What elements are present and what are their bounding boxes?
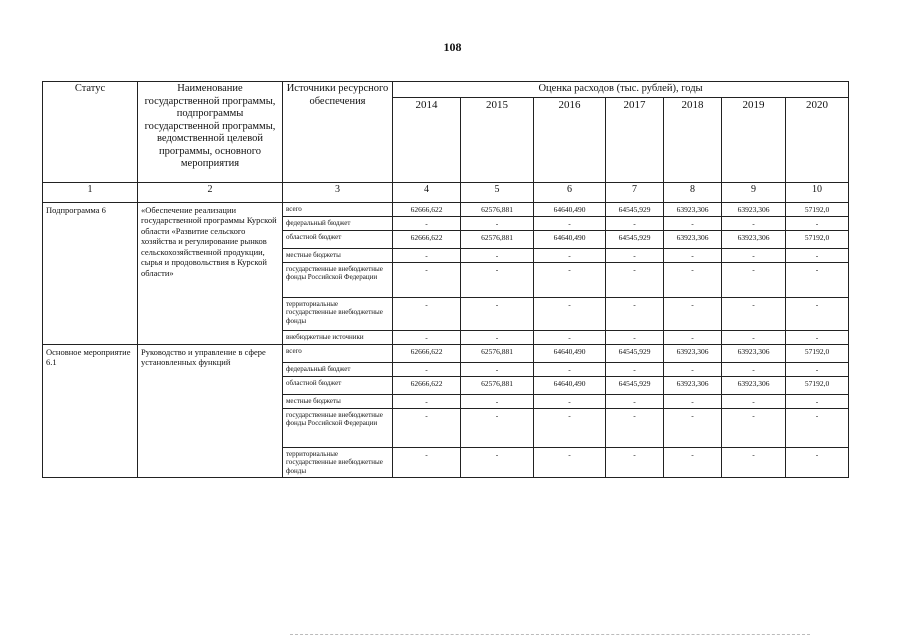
source-cell: всего [283,202,393,216]
value-cell: - [461,394,534,408]
value-cell: - [534,408,606,447]
header-year: 2015 [461,97,534,182]
source-cell: местные бюджеты [283,394,393,408]
value-cell: 63923,306 [664,376,722,394]
source-cell: территориальные государственные внебюджетные фонды [283,297,393,330]
value-cell: - [606,394,664,408]
value-cell: - [534,447,606,477]
value-cell: - [534,330,606,344]
value-cell: - [664,216,722,230]
value-cell: 64640,490 [534,344,606,362]
value-cell: - [534,262,606,297]
value-cell: 57192,0 [786,376,849,394]
value-cell: - [722,330,786,344]
value-cell: 64545,929 [606,376,664,394]
value-cell: 63923,306 [722,344,786,362]
value-cell: - [786,262,849,297]
value-cell: - [534,297,606,330]
value-cell: 64545,929 [606,344,664,362]
value-cell: - [786,330,849,344]
value-cell: 64640,490 [534,376,606,394]
value-cell: - [786,394,849,408]
value-cell: - [722,408,786,447]
value-cell: - [722,216,786,230]
value-cell: - [664,248,722,262]
table-row [43,202,849,216]
value-cell: 64640,490 [534,202,606,216]
value-cell: 62666,622 [393,344,461,362]
column-number: 3 [283,182,393,202]
column-number: 7 [606,182,664,202]
header-status: Статус [43,82,138,183]
header-year: 2020 [786,97,849,182]
column-number: 2 [138,182,283,202]
header-year: 2017 [606,97,664,182]
value-cell: - [606,408,664,447]
value-cell: - [722,394,786,408]
value-cell: - [461,447,534,477]
page-number: 108 [443,40,462,54]
value-cell: - [722,362,786,376]
value-cell: - [786,408,849,447]
source-cell: федеральный бюджет [283,362,393,376]
column-number: 5 [461,182,534,202]
value-cell: - [393,216,461,230]
value-cell: 62666,622 [393,202,461,216]
value-cell: - [606,297,664,330]
header-year: 2018 [664,97,722,182]
value-cell: - [393,248,461,262]
value-cell: 63923,306 [664,344,722,362]
value-cell: - [393,447,461,477]
program-name-cell: «Обеспечение реализации государственной программы Курской области «Развитие сельского хозяйства и регулирование рынков сельскохозяйственной продукции, сырья и продовольствия в Курской области» [138,202,283,344]
status-cell: Основное мероприятие 6.1 [43,344,138,477]
budget-table [42,81,849,478]
source-cell: всего [283,344,393,362]
value-cell: - [393,297,461,330]
value-cell: 63923,306 [664,202,722,216]
value-cell: 62576,881 [461,376,534,394]
header-sources: Источники ресурсного обеспечения [283,82,393,183]
value-cell: - [606,362,664,376]
column-number: 1 [43,182,138,202]
value-cell: 57192,0 [786,230,849,248]
value-cell: - [393,362,461,376]
column-number: 9 [722,182,786,202]
value-cell: - [393,262,461,297]
column-number: 8 [664,182,722,202]
header-year: 2019 [722,97,786,182]
value-cell: - [606,216,664,230]
value-cell: - [786,362,849,376]
column-number: 10 [786,182,849,202]
value-cell: - [393,330,461,344]
source-cell: областной бюджет [283,376,393,394]
value-cell: - [786,297,849,330]
value-cell: - [664,330,722,344]
source-cell: государственные внебюджетные фонды Российской Федерации [283,408,393,447]
value-cell: - [786,248,849,262]
value-cell: - [393,394,461,408]
value-cell: 62576,881 [461,202,534,216]
value-cell: - [534,248,606,262]
value-cell: - [606,330,664,344]
value-cell: 57192,0 [786,344,849,362]
value-cell: - [722,297,786,330]
source-cell: государственные внебюджетные фонды Российской Федерации [283,262,393,297]
value-cell: 64640,490 [534,230,606,248]
value-cell: - [722,447,786,477]
value-cell: - [664,408,722,447]
value-cell: - [461,408,534,447]
value-cell: - [664,297,722,330]
value-cell: - [664,362,722,376]
value-cell: 63923,306 [722,230,786,248]
value-cell: - [461,330,534,344]
value-cell: 57192,0 [786,202,849,216]
value-cell: - [722,262,786,297]
value-cell: 64545,929 [606,230,664,248]
header-row [43,82,849,98]
value-cell: - [534,216,606,230]
value-cell: - [664,447,722,477]
value-cell: - [393,408,461,447]
value-cell: - [722,248,786,262]
value-cell: 63923,306 [722,202,786,216]
value-cell: - [664,262,722,297]
source-cell: федеральный бюджет [283,216,393,230]
source-cell: территориальные государственные внебюджетные фонды [283,447,393,477]
value-cell: 62576,881 [461,344,534,362]
value-cell: - [606,248,664,262]
value-cell: - [461,362,534,376]
value-cell: - [534,394,606,408]
value-cell: 63923,306 [664,230,722,248]
table-row [43,344,849,362]
value-cell: 62666,622 [393,230,461,248]
column-number: 6 [534,182,606,202]
value-cell: - [786,447,849,477]
header-expenses: Оценка расходов (тыс. рублей), годы [393,82,849,98]
value-cell: - [461,262,534,297]
header-name: Наименование государственной программы, подпрограммы государственной программы, ведомственной целевой программы, основного мероприятия [138,82,283,183]
source-cell: областной бюджет [283,230,393,248]
value-cell: 64545,929 [606,202,664,216]
header-year: 2016 [534,97,606,182]
value-cell: 62666,622 [393,376,461,394]
program-name-cell: Руководство и управление в сфере установленных функций [138,344,283,477]
value-cell: - [786,216,849,230]
value-cell: 63923,306 [722,376,786,394]
column-number: 4 [393,182,461,202]
source-cell: внебюджетные источники [283,330,393,344]
value-cell: - [606,262,664,297]
value-cell: - [606,447,664,477]
value-cell: - [461,216,534,230]
value-cell: - [461,248,534,262]
value-cell: - [534,362,606,376]
scan-artifact-line [290,634,810,636]
status-cell: Подпрограмма 6 [43,202,138,344]
value-cell: - [664,394,722,408]
column-numbers-row [43,182,849,202]
header-year: 2014 [393,97,461,182]
value-cell: 62576,881 [461,230,534,248]
source-cell: местные бюджеты [283,248,393,262]
value-cell: - [461,297,534,330]
